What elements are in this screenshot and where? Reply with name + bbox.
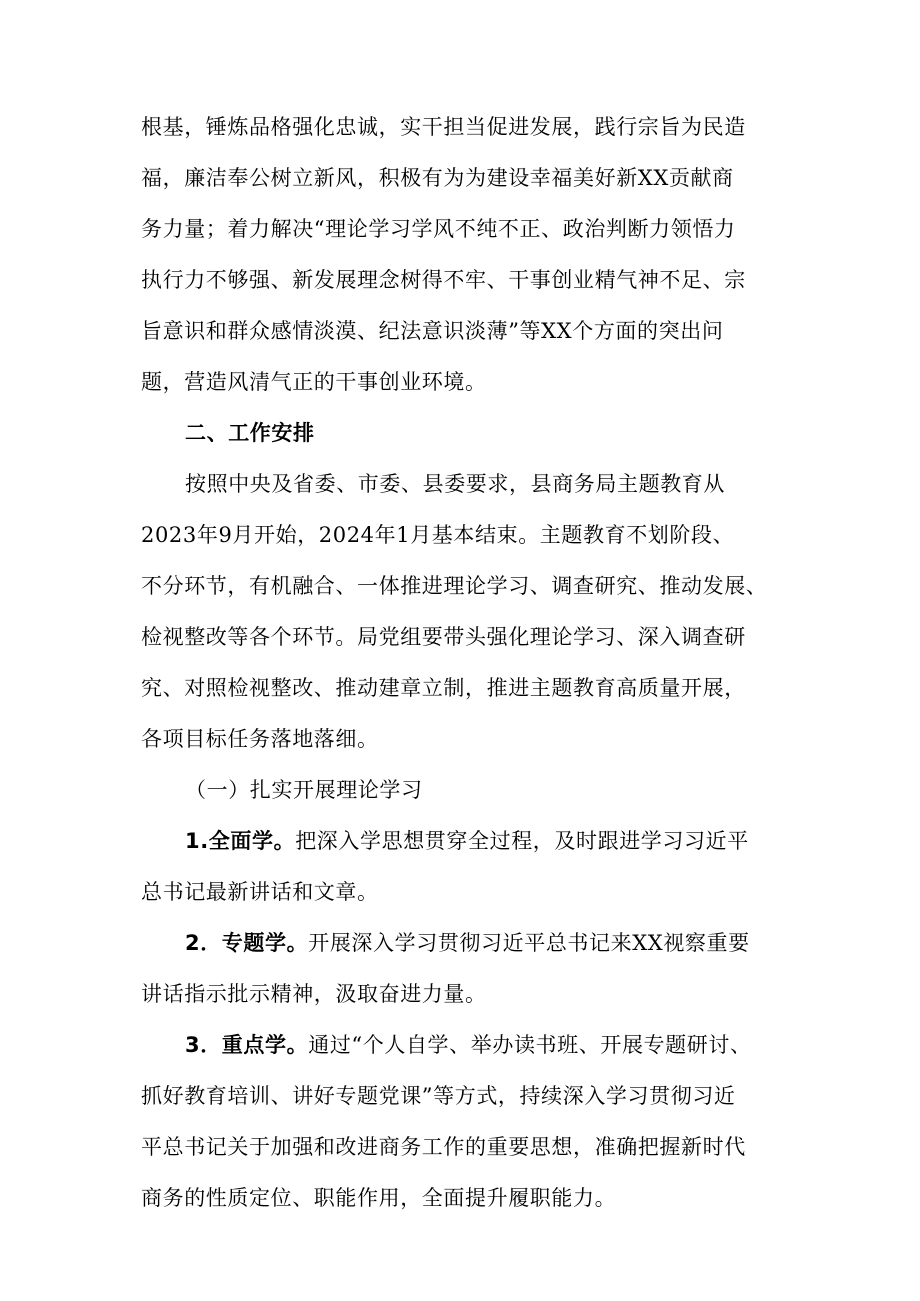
document-body <box>141 102 801 1224</box>
item-key-study <box>141 1020 801 1224</box>
text-line: 究、对照检视整改、推动建章立制，推进主题教育高质量开展， <box>141 676 746 700</box>
text-line: 执行力不够强、新发展理念树得不牢、干事创业精气神不足、宗 <box>141 268 746 292</box>
text-line <box>141 816 801 867</box>
subsection-heading-theory-study: （一）扎实开展理论学习 <box>185 778 423 802</box>
paragraph-goals <box>141 102 801 408</box>
text-line: 福，廉洁奉公树立新风，积极有为为建设幸福美好新XX贡献商 <box>141 166 734 190</box>
text-line: 按照中央及省委、市委、县委要求，县商务局主题教育从 <box>185 472 725 496</box>
text-line <box>141 1020 801 1071</box>
text-line: 总书记最新讲话和文章。 <box>141 880 379 904</box>
paragraph-schedule <box>141 459 801 765</box>
text-line: 旨意识和群众感情淡漠、纪法意识淡薄”等XX个方面的突出问 <box>141 319 724 343</box>
item-lead: 2．专题学。 <box>185 931 309 955</box>
text-line: 平总书记关于加强和改进商务工作的重要思想，准确把握新时代 <box>141 1135 746 1159</box>
text-line: 务力量；着力解决“理论学习学风不纯不正、政治判断力领悟力 <box>141 217 736 241</box>
text-line: 商务的性质定位、职能作用，全面提升履职能力。 <box>141 1186 617 1210</box>
text-line: 检视整改等各个环节。局党组要带头强化理论学习、深入调查研 <box>141 625 746 649</box>
text-line: 题，营造风清气正的干事创业环境。 <box>141 370 487 394</box>
item-thematic-study <box>141 918 801 1020</box>
text-line: 不分环节，有机融合、一体推进理论学习、调查研究、推动发展、 <box>141 574 768 598</box>
text-line <box>141 918 801 969</box>
item-lead: 1.全面学。 <box>185 829 296 853</box>
text-line: 讲话指示批示精神，汲取奋进力量。 <box>141 982 487 1006</box>
item-text: 开展深入学习贯彻习近平总书记来XX视察重要 <box>308 931 750 955</box>
item-comprehensive-study <box>141 816 801 918</box>
section-heading-work-arrangement: 二、工作安排 <box>185 421 315 445</box>
item-lead: 3．重点学。 <box>185 1033 309 1057</box>
text-line: 各项目标任务落地落细。 <box>141 727 379 751</box>
item-text: 把深入学思想贯穿全过程，及时跟进学习习近平 <box>295 829 749 853</box>
text-line: 根基，锤炼品格强化忠诚，实干担当促进发展，践行宗旨为民造 <box>141 115 746 139</box>
text-line: 抓好教育培训、讲好专题党课”等方式，持续深入学习贯彻习近 <box>141 1084 736 1108</box>
item-text: 通过“个人自学、举办读书班、开展专题研讨、 <box>308 1033 752 1057</box>
text-line: 2023年9月开始，2024年1月基本结束。主题教育不划阶段、 <box>141 523 735 547</box>
